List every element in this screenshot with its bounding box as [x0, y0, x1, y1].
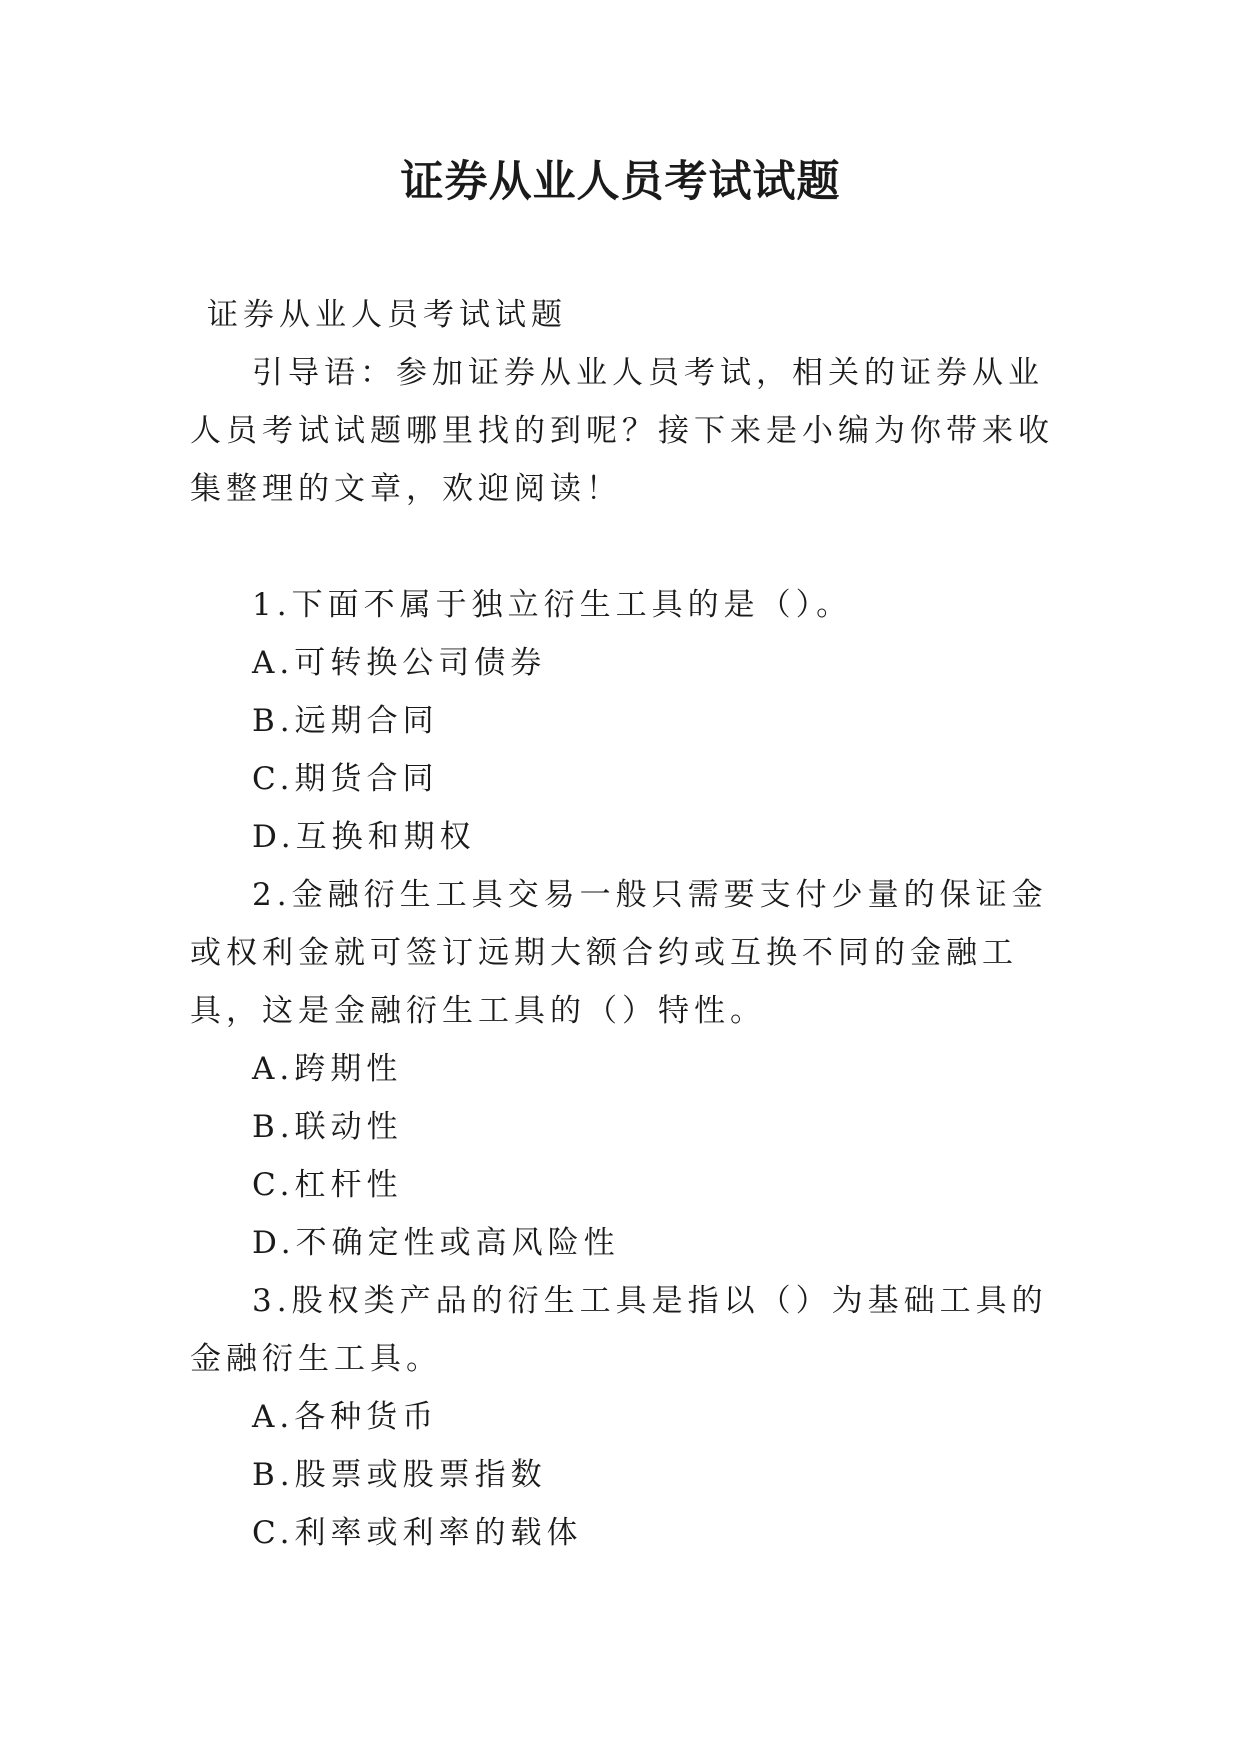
question-option: D.不确定性或高风险性	[252, 1225, 620, 1261]
intro-paragraph: 引导语：参加证券从业人员考试，相关的证券从业人员考试试题哪里找的到呢？接下来是小编为你带来收集整理的文章，欢迎阅读！	[190, 355, 1054, 507]
question-1	[190, 576, 1060, 866]
question-option: B.联动性	[252, 1109, 403, 1145]
document-body	[190, 286, 1060, 1562]
question-option: B.股票或股票指数	[252, 1457, 547, 1493]
question-stem: 1.下面不属于独立衍生工具的是（）。	[252, 587, 853, 623]
question-option: D.互换和期权	[252, 819, 476, 855]
document-title: 证券从业人员考试试题	[400, 157, 841, 207]
question-stem: 3.股权类产品的衍生工具是指以（）为基础工具的金融衍生工具。	[190, 1283, 1048, 1377]
question-stem: 2.金融衍生工具交易一般只需要支付少量的保证金或权利金就可签订远期大额合约或互换不同的金融工具，这是金融衍生工具的（）特性。	[190, 877, 1048, 1029]
question-3	[190, 1272, 1060, 1562]
question-option: A.可转换公司债券	[252, 645, 547, 681]
question-option: A.各种货币	[252, 1399, 439, 1435]
question-option: A.跨期性	[252, 1051, 403, 1087]
document-subtitle: 证券从业人员考试试题	[207, 297, 567, 333]
question-2	[190, 866, 1060, 1272]
paragraph-spacer	[190, 518, 1060, 576]
question-option: C.期货合同	[252, 761, 439, 797]
question-option: C.利率或利率的载体	[252, 1515, 583, 1551]
question-option: C.杠杆性	[252, 1167, 403, 1203]
question-option: B.远期合同	[252, 703, 439, 739]
